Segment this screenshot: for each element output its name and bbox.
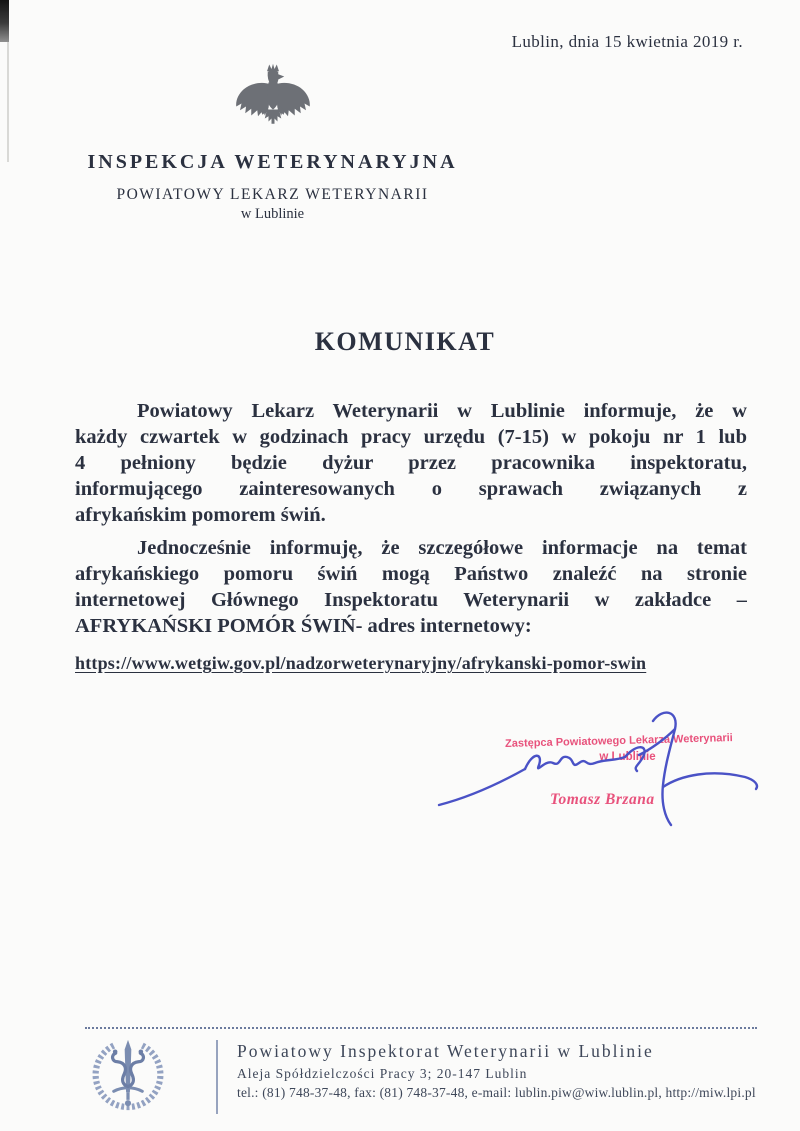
footer-contact: tel.: (81) 748-37-48, fax: (81) 748-37-48, e-mail: lublin.piw@wiw.lublin.pl, http://miw.lpi.pl [237, 1085, 756, 1100]
polish-eagle-emblem-icon [228, 56, 318, 147]
footer-address: Aleja Spółdzielczości Pracy 3; 20-147 Lublin [237, 1066, 528, 1081]
body-line: afrykańskiego pomoru świń mogą Państwo znaleźć na stronie [75, 563, 747, 585]
website-link[interactable]: https://www.wetgiw.gov.pl/nadzorweterynaryjny/afrykanski-pomor-swin [75, 653, 647, 673]
date-line: Lublin, dnia 15 kwietnia 2019 r. [511, 32, 743, 51]
footer-institution: Powiatowy Inspektorat Weterynarii w Lublinie [237, 1041, 654, 1061]
office-location: w Lublinie [240, 206, 305, 222]
signature-block [425, 705, 780, 845]
body-line: Jednocześnie informuję, że szczegółowe informacje na temat [137, 537, 747, 559]
scan-artifact [0, 0, 9, 42]
signer-name: Tomasz Brzana [550, 791, 655, 808]
stamp-location: w Lublinie [599, 751, 656, 763]
body-line: każdy czwartek w godzinach pracy urzędu (7-15) w pokoju nr 1 lub [75, 426, 747, 448]
document-title: KOMUNIKAT [314, 327, 496, 356]
body-line: internetowej Głównego Inspektoratu Weterynarii w zakładce – [75, 589, 747, 611]
body-line: 4 pełniony będzie dyżur przez pracownika inspektoratu, [75, 452, 747, 474]
letterhead [40, 56, 505, 223]
office-name: POWIATOWY LEKARZ WETERYNARII [116, 186, 429, 203]
body-line: informującego zainteresowanych o sprawach związanych z [75, 478, 747, 500]
footer [237, 1041, 756, 1101]
handwritten-signature-icon [425, 705, 780, 850]
body-line: Powiatowy Lekarz Weterynarii w Lublinie informuje, że w [137, 400, 747, 422]
paragraph-2 [75, 535, 747, 639]
paragraph-1 [75, 398, 747, 528]
footer-separator [85, 1027, 757, 1029]
institution-name: INSPEKCJA WETERYNARYJNA [87, 151, 458, 173]
scan-edge-line [7, 42, 9, 162]
veterinary-caduceus-logo-icon [86, 1037, 170, 1122]
document-body [75, 398, 747, 639]
stamp-title: Zastępca Powiatowego Lekarza Weterynarii [504, 732, 733, 750]
footer-divider [216, 1040, 218, 1114]
body-line: afrykańskim pomorem świń. [75, 504, 326, 526]
body-line: AFRYKAŃSKI POMÓR ŚWIŃ- adres internetowy: [75, 615, 532, 637]
